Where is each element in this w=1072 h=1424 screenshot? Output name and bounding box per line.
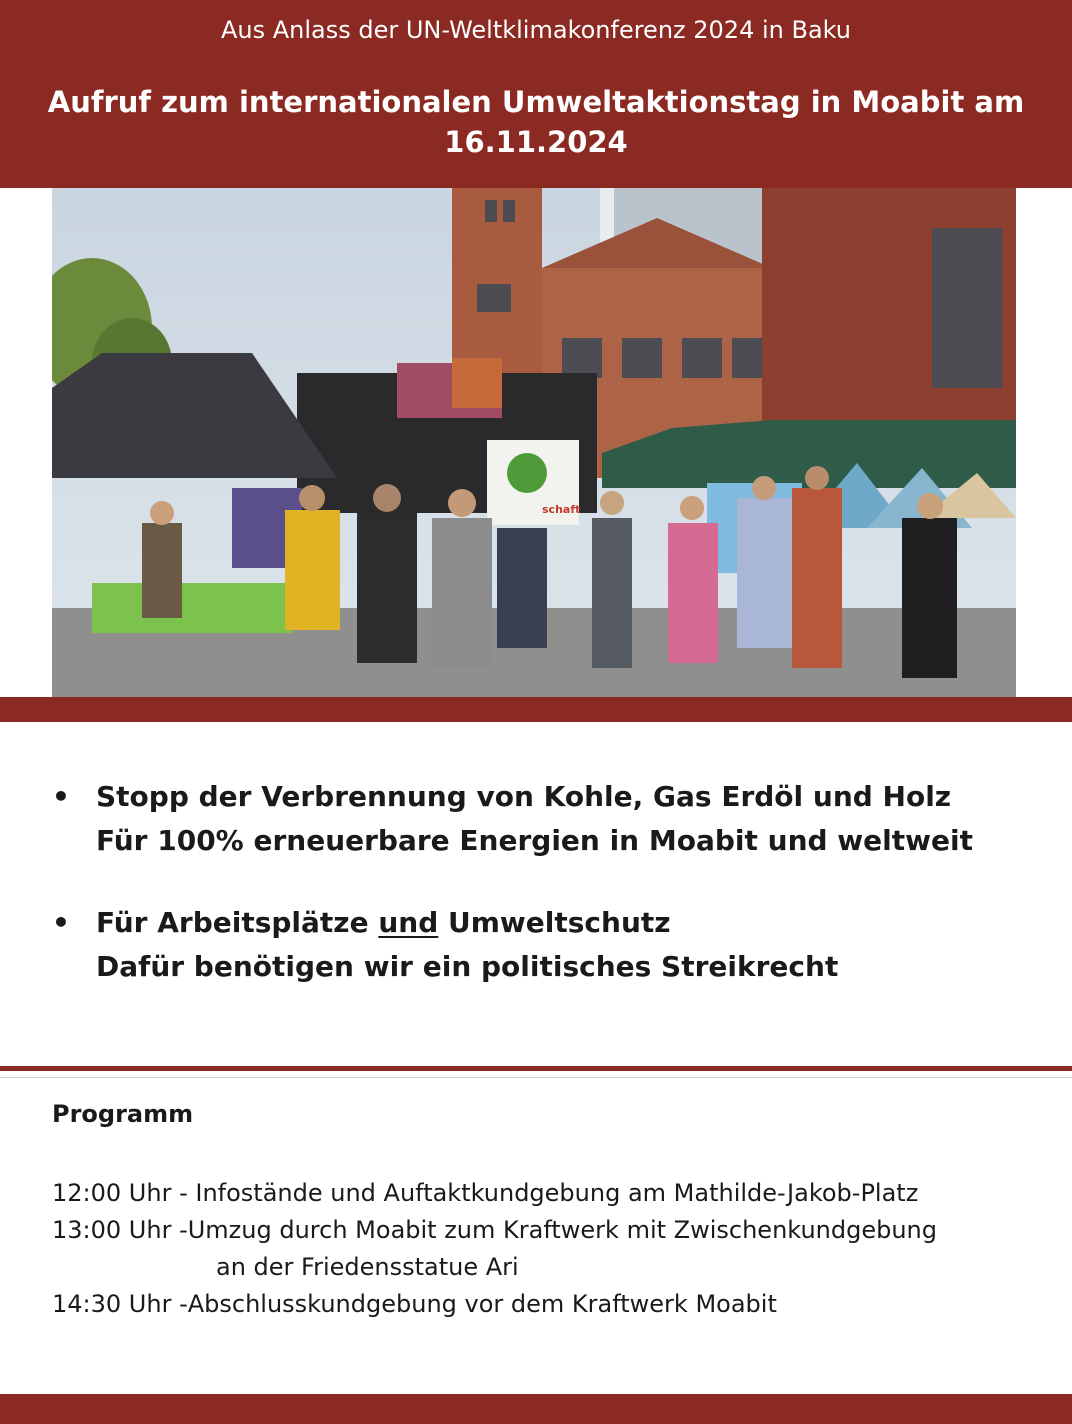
divider-band-bottom (0, 1394, 1072, 1424)
program-time: 13:00 Uhr - (52, 1216, 188, 1244)
demand-line: Für 100% erneuerbare Energien in Moabit und weltweit (96, 824, 973, 857)
demand-line: Dafür benötigen wir ein politisches Streikrecht (96, 950, 839, 983)
bullet-marker: • (52, 906, 70, 939)
divider-band-top (0, 697, 1072, 722)
program-list (52, 1175, 937, 1323)
title-line-1: Aufruf zum internationalen Umweltaktionstag in Moabit am (47, 85, 1025, 119)
event-photo (52, 188, 1016, 697)
program-item (52, 1286, 937, 1323)
demands-list (50, 775, 1030, 1027)
banner-text: schaft (542, 503, 581, 516)
demand-line: Stopp der Verbrennung von Kohle, Gas Erdöl und Holz (96, 780, 952, 813)
program-text: Umzug durch Moabit zum Kraftwerk mit Zwischenkundgebung (187, 1216, 937, 1244)
event-subtitle: Aus Anlass der UN-Weltklimakonferenz 2024 in Baku (220, 16, 852, 44)
program-time: 14:30 Uhr - (52, 1290, 188, 1318)
program-text: Infostände und Auftaktkundgebung am Mathilde-Jakob-Platz (187, 1179, 919, 1207)
demand-text: Umweltschutz (438, 906, 671, 939)
demand-item (50, 901, 1030, 989)
program-text: Abschlusskundgebung vor dem Kraftwerk Moabit (187, 1290, 777, 1318)
header-banner (0, 0, 1072, 188)
demand-line (96, 901, 1030, 945)
section-divider (0, 1066, 1072, 1071)
program-time: 12:00 Uhr - (52, 1179, 188, 1207)
section-divider-thin (0, 1077, 1072, 1078)
emphasis-underlined: und (378, 906, 439, 939)
page-title (40, 82, 1032, 162)
demand-text: Für Arbeitsplätze (96, 906, 379, 939)
program-item (52, 1175, 937, 1212)
program-item (52, 1212, 937, 1249)
demand-item (50, 775, 1030, 863)
program-heading: Programm (52, 1100, 194, 1128)
bullet-marker: • (52, 780, 70, 813)
title-line-2: 16.11.2024 (444, 125, 628, 159)
program-item-continuation: an der Friedensstatue Ari (216, 1253, 519, 1281)
